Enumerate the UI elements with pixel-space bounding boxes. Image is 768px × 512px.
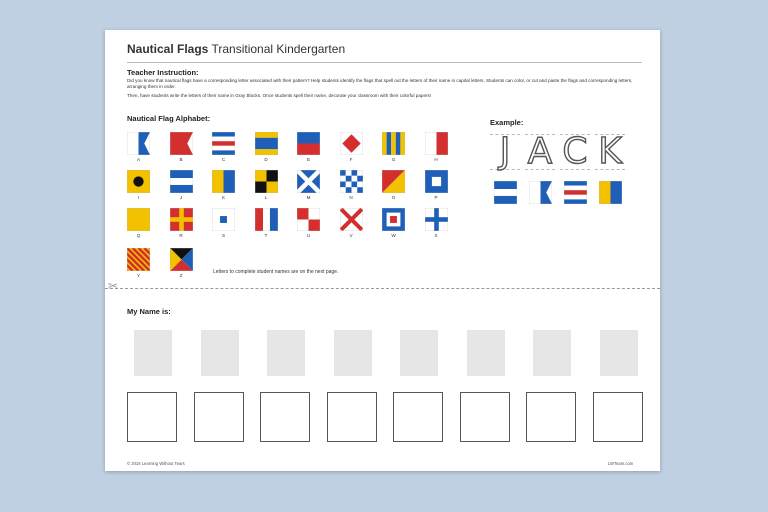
worksheet-page [105,30,660,471]
flag-w [382,208,405,231]
flag-letter-label: P [434,195,438,200]
flag-i [127,170,150,193]
flag-letter-label: C [221,157,226,162]
flag-letter-label: G [391,157,396,162]
instruction-paragraph-2: Then, have students write the letters of their name in Gray Blocks. Once students spell their name, decorate your classroom with their colorful papers! [127,93,432,98]
flag-letter-label: O [391,195,396,200]
flag-y [127,248,150,271]
flag-letter-label: A [136,157,141,162]
flag-letter-label: T [264,233,268,238]
flag-letter-label: I [137,195,140,200]
example-flag-c [564,181,587,204]
flag-n [340,170,363,193]
flag-letter-label: N [349,195,353,200]
gray-letter-block [600,330,638,376]
alphabet-heading: Nautical Flag Alphabet: [127,114,211,123]
flag-letter-label: B [179,157,183,162]
flag-t [255,208,278,231]
title-divider [127,62,642,63]
flag-g [382,132,405,155]
flag-u [297,208,320,231]
cut-line [105,288,660,289]
flag-l [255,170,278,193]
gray-letter-block [267,330,305,376]
flag-letter-label: Z [179,273,183,278]
flag-b [170,132,193,155]
flag-letter-label: S [221,233,226,238]
flag-o [382,170,405,193]
gray-letter-block [400,330,438,376]
example-letter: J [490,134,520,170]
flag-r [170,208,193,231]
flag-e [297,132,320,155]
flag-letter-label: W [391,233,396,238]
flag-letter-label: U [306,233,311,238]
gray-letter-block [334,330,372,376]
flag-letter-label: D [264,157,268,162]
flag-k [212,170,235,193]
flag-letter-label: M [306,195,311,200]
flag-d [255,132,278,155]
page-title [127,42,345,56]
example-flag-j [494,181,517,204]
next-page-note: Letters to complete student names are on the next page. [213,269,339,275]
flag-letter-label: K [221,195,226,200]
teacher-instruction-heading: Teacher Instruction: [127,68,199,77]
gray-letter-block [134,330,172,376]
flag-letter-label: L [264,195,268,200]
flag-letter-label: E [306,157,311,162]
flag-h [425,132,448,155]
title-subtitle: Transitional Kindergarten [211,42,346,56]
flag-letter-label: J [179,195,183,200]
flag-paste-box [593,392,643,442]
flag-f [340,132,363,155]
my-name-heading: My Name is: [127,307,171,316]
example-letter: A [525,134,555,170]
flag-paste-box [327,392,377,442]
flag-a [127,132,150,155]
footer-site: LWTears.com [608,461,634,466]
flag-p [425,170,448,193]
example-heading: Example: [490,118,524,127]
example-letter: K [595,134,625,170]
flag-paste-box [460,392,510,442]
flag-letter-label: F [349,157,353,162]
flag-letter-label: V [349,233,353,238]
gray-letter-block [201,330,239,376]
flag-paste-box [260,392,310,442]
flag-s [212,208,235,231]
flag-q [127,208,150,231]
flag-letter-label: R [179,233,183,238]
footer-copyright: © 2018 Learning Without Tears [127,461,185,466]
flag-letter-label: H [434,157,438,162]
flag-paste-box [127,392,177,442]
flag-c [212,132,235,155]
flag-j [170,170,193,193]
flag-z [170,248,193,271]
example-flag-k [599,181,622,204]
flag-letter-label: X [434,233,438,238]
flag-v [340,208,363,231]
instruction-paragraph-1: Did you know that nautical flags have a corresponding letter associated with their pattern? Help students identify the flags that spell out the letters of their name in capital letters. Students can color, or cut and paste the flags and corresponding letters, arranging them in order. [127,78,633,90]
flag-paste-box [526,392,576,442]
example-flag-a [529,181,552,204]
scissors-icon: ✂ [108,279,119,293]
flag-letter-label: Y [136,273,141,278]
flag-x [425,208,448,231]
flag-letter-label: Q [136,233,141,238]
gray-letter-block [467,330,505,376]
flag-paste-box [194,392,244,442]
title-main: Nautical Flags [127,42,209,56]
gray-letter-block [533,330,571,376]
flag-m [297,170,320,193]
flag-paste-box [393,392,443,442]
example-letter: C [560,134,590,170]
